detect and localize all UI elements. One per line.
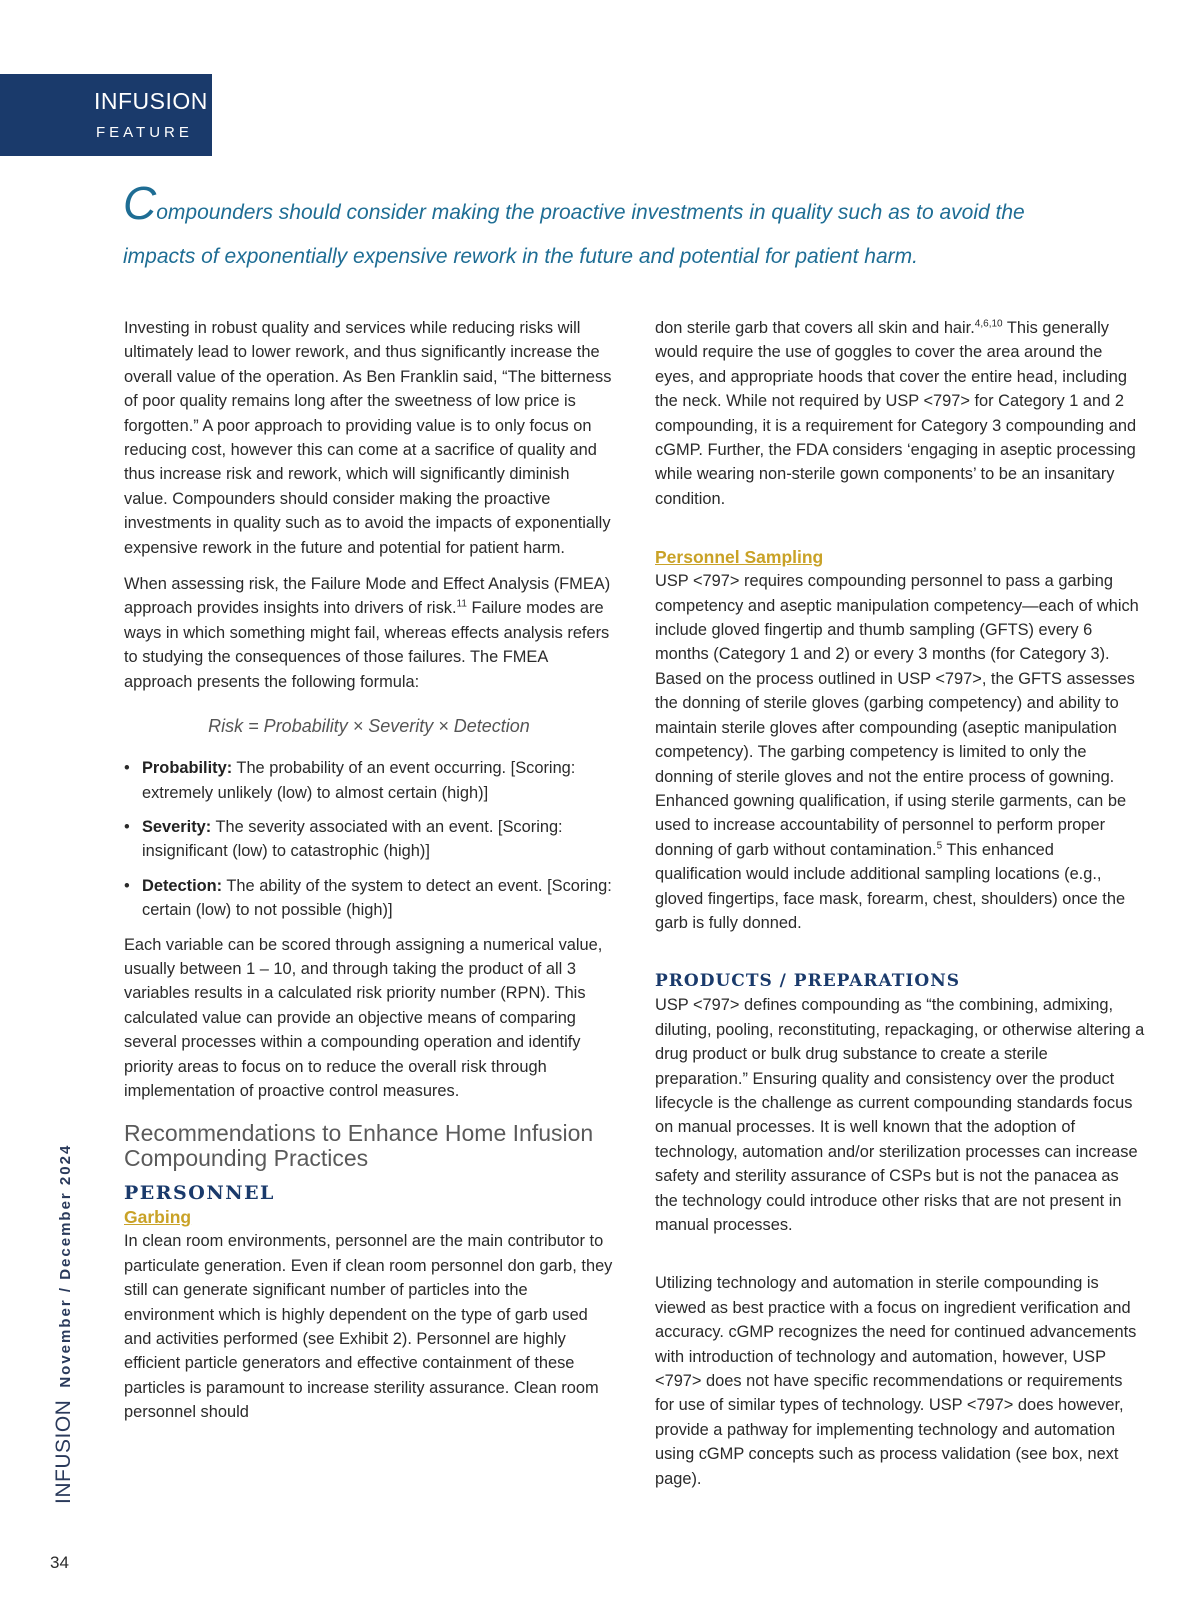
pull-quote-text: ompounders should consider making the proactive investments in quality such as to avoid the impacts of exponentially expensive rework in the future and potential for patient harm. xyxy=(123,201,1025,268)
paragraph: Each variable can be scored through assigning a numerical value, usually between 1 – 10, and through taking the product of all 3 variables results in a calculated risk priority number (RPN). This calculated value can provide an objective means of comparing several processes within a compounding operation and identify priority areas to focus on to reduce the overall risk through implementation of proactive control measures. xyxy=(124,935,603,1100)
bullet-icon: • xyxy=(124,817,130,836)
paragraph xyxy=(655,569,1145,935)
paragraph: Utilizing technology and automation in sterile compounding is viewed as best practice with a focus on ingredient verification and accuracy. cGMP recognizes the need for continued advancements with introduction of technology and automation, however, USP <797> does not have specific recommendations or requirements for use of similar types of technology. USP <797> does however, provide a pathway for implementing technology and automation using cGMP concepts such as process validation (see box, next page). xyxy=(655,1274,1137,1488)
infusion-logo: INFUSION xyxy=(94,88,208,114)
citation: 4,6,10 xyxy=(974,318,1003,330)
bullet-list xyxy=(124,756,614,922)
text-run: This enhanced qualification would include additional sampling locations (e.g., gloved fingertips, face mask, forearm, chest, shoulders) once the garb is fully donned. xyxy=(655,840,1126,932)
bullet-icon: • xyxy=(124,876,130,895)
bullet-term: Detection: xyxy=(142,876,223,895)
list-item xyxy=(124,756,614,805)
citation: 11 xyxy=(456,599,467,610)
left-column xyxy=(124,316,614,1437)
section-heading: Recommendations to Enhance Home Infusion Compounding Practices xyxy=(124,1120,594,1172)
spacer xyxy=(655,947,1145,969)
spacer xyxy=(655,523,1145,545)
text-run: don sterile garb that covers all skin and hair. xyxy=(655,319,975,337)
issue-date: November / December 2024 xyxy=(57,1143,74,1388)
paragraph: In clean room environments, personnel are the main contributor to particulate generation. Even if clean room personnel don garb, they still can generate significant number of particles into the environment which is highly dependent on the type of garb used and activities performed (see Exhibit 2). Personnel are highly efficient particle generators and effective containment of these particles is paramount to increase sterility assurance. Clean room personnel should xyxy=(124,1232,613,1422)
bullet-text: The severity associated with an event. [Scoring: insignificant (low) to catastrophic (high)] xyxy=(142,817,563,861)
vertical-footer xyxy=(52,1144,76,1504)
right-column xyxy=(655,316,1145,1503)
bullet-term: Probability: xyxy=(142,759,233,778)
topic-heading: Personnel Sampling xyxy=(655,547,824,568)
list-item xyxy=(124,874,614,923)
text-run: When assessing risk, the Failure Mode and Effect Analysis (FMEA) approach provides insights into drivers of risk. xyxy=(124,575,611,618)
bullet-text: The probability of an event occurring. [Scoring: extremely unlikely (low) to almost certain (high)] xyxy=(142,759,576,802)
side-logo: INFUSION xyxy=(52,1399,75,1504)
page-number: 34 xyxy=(50,1553,69,1572)
section-banner xyxy=(0,74,212,156)
text-run: Failure modes are ways in which something might fail, whereas effects analysis refers to studying the consequences of those failures. The FMEA approach presents the following formula: xyxy=(124,599,610,691)
topic-heading: Garbing xyxy=(124,1207,192,1228)
subsection-heading: PERSONNEL xyxy=(124,1182,275,1205)
bullet-term: Severity: xyxy=(142,817,212,836)
list-item xyxy=(124,815,614,864)
risk-formula: Risk = Probability × Severity × Detection xyxy=(208,716,530,737)
bullet-icon: • xyxy=(124,759,130,778)
spacer xyxy=(655,1249,1145,1271)
text-run: USP <797> requires compounding personnel to pass a garbing competency and aseptic manipulation competency—each of which include gloved fingertip and thumb sampling (GFTS) every 6 months (Category 1 and 2) or every 3 months (for Category 3). Based on the process outlined in USP <797>, the GFTS assesses the donning of sterile gloves (garbing competency) and ability to maintain sterile gloves after compounding (aseptic manipulation competency). The garbing competency is limited to only the donning of sterile gloves and not the entire process of gowning. Enhanced gowning qualification, if using sterile garments, can be used to increase accountability of personnel to perform proper donning of garb without contamination. xyxy=(655,572,1139,859)
section-label: FEATURE xyxy=(96,124,193,141)
paragraph: USP <797> defines compounding as “the combining, admixing, diluting, pooling, reconstituting, repackaging, or otherwise altering a drug product or bulk drug substance to create a sterile preparation.” Ensuring quality and consistency over the product lifecycle is the challenge as current compounding standards focus on manual processes. It is well known that the adoption of technology, automation and/or sterilization processes can increase safety and sterility assurance of CSPs but is not the panacea as the technology could introduce other risks that are not present in manual processes. xyxy=(655,996,1145,1234)
bullet-text: The ability of the system to detect an event. [Scoring: certain (low) to not possible (high)] xyxy=(142,876,612,920)
paragraph xyxy=(655,316,1145,511)
pull-quote-initial: C xyxy=(123,177,157,229)
paragraph xyxy=(124,572,614,694)
citation: 5 xyxy=(936,840,943,852)
paragraph: Investing in robust quality and services while reducing risks will ultimately lead to lower rework, and thus significantly increase the overall value of the operation. As Ben Franklin said, “The bitterness of poor quality remains long after the sweetness of low price is forgotten.” A poor approach to providing value is to only focus on reducing cost, however this can come at a sacrifice of quality and thus increase risk and rework, which will significantly diminish value. Compounders should consider making the proactive investments in quality such as to avoid the impacts of exponentially expensive rework in the future and potential for patient harm. xyxy=(124,319,612,557)
text-run: This generally would require the use of goggles to cover the area around the eyes, and appropriate hoods that cover the entire head, including the neck. While not required by USP <797> for Category 1 and 2 compounding, it is a requirement for Category 3 compounding and cGMP. Further, the FDA considers ‘engaging in aseptic processing while wearing non-sterile gown components’ to be an insanitary condition. xyxy=(655,319,1137,508)
pull-quote xyxy=(123,177,1083,279)
subsection-heading: PRODUCTS / PREPARATIONS xyxy=(655,971,961,992)
